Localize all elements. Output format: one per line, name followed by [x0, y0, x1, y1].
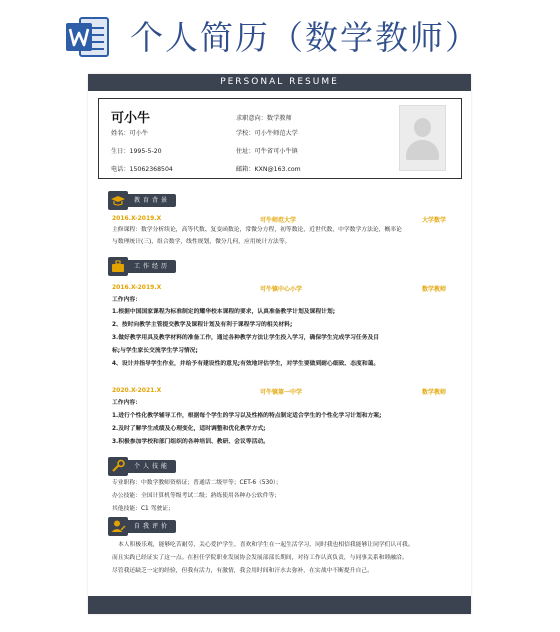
work-2-content-label: 工作内容： — [112, 400, 141, 406]
work-1-item-3b: 标;与学生家长交流学生学习情况; — [112, 348, 198, 354]
user-edit-icon — [108, 517, 128, 536]
education-courses-2: 与数理统计(三)，组合数学，线性规划，微分几何，应用统计方法等。 — [112, 239, 291, 245]
education-period: 2016.X-2019.X — [112, 215, 162, 222]
candidate-name: 可小牛 — [111, 111, 151, 126]
work-2-item-1: 1.进行个性化教学辅导工作，根据每个学生的学习以及性格的特点制定适合学生的个性化学习计划和方案; — [112, 413, 382, 419]
work-1-item-3: 3.做好教学用具及教学材料的准备工作，通过各种教学方法让学生投入学习，确保学生完成学习任务及目 — [112, 335, 380, 341]
avatar-body-icon — [406, 140, 439, 160]
section-self-eval-tag — [108, 520, 176, 533]
work-1-item-1: 1.根据中国国家课程为标准制定的耀华校本课程的要求，认真准备教学计划及课程计划; — [112, 309, 336, 315]
word-doc-icon — [66, 14, 110, 60]
skill-item-2: 办公技能：全国计算机等级考试二级；熟练使用各种办公软件等； — [112, 493, 281, 499]
graduation-cap-icon — [108, 191, 128, 210]
work-2-role: 数学教师 — [421, 389, 446, 396]
title-bar — [0, 0, 560, 72]
wrench-icon — [108, 457, 128, 476]
work-2-org: 可牛镇第一中学 — [260, 389, 303, 396]
education-school: 可牛师范大学 — [260, 217, 297, 224]
section-work-tag — [108, 260, 176, 273]
section-skills-title: 个人技能 — [134, 463, 171, 470]
work-2-item-3: 3.积极参加学校和部门组织的各种培训、教研、会议等活动。 — [112, 439, 269, 445]
section-education-tag — [108, 194, 176, 207]
work-1-role: 数学教师 — [421, 286, 446, 293]
self-eval-line-3: 尽管我还缺乏一定的经验，但我有活力，有激情，我会用时间和汗水去弥补，在实战中不断提升自己。 — [112, 568, 373, 574]
page-title: 个人简历（数学教师） — [130, 18, 480, 57]
work-2-period: 2020.X-2021.X — [112, 387, 162, 394]
work-1-content-label: 工作内容： — [112, 297, 141, 303]
self-eval-line-1: 本人积极乐观，能够吃苦耐劳，关心爱护学生，喜欢和学生在一起生活学习，同时我也相信我能够让同学们认可我。 — [118, 542, 414, 548]
resume-document — [88, 74, 471, 614]
info-name: 姓名：可小牛 — [111, 130, 149, 137]
work-2-item-2: 2.及时了解学生成绩及心理变化，适时调整和优化教学方式; — [112, 426, 266, 432]
work-1-item-2: 2、按时向教学主管提交教学及课程计划及有利于课程学习的相关材料; — [112, 322, 293, 328]
avatar-head-icon — [414, 118, 431, 137]
info-address: 住址：可牛省可小牛镇 — [236, 148, 298, 155]
info-email: 邮箱：KXN@163.com — [236, 166, 301, 173]
section-work-title: 工作经历 — [134, 263, 171, 270]
skill-item-3: 其他技能：C1 驾驶证； — [112, 506, 174, 512]
info-school: 学校：可小牛师范大学 — [236, 130, 298, 137]
education-major: 大学数学 — [421, 217, 446, 224]
work-1-item-4: 4、设计并指导学生作业，并给予有建设性的意见;有效地评估学生，对学生要做到耐心细致、态度和蔼。 — [112, 361, 380, 367]
info-job-intent: 求职意向：数学教师 — [236, 115, 292, 122]
basic-info-box — [98, 98, 462, 179]
work-1-period: 2016.X-2019.X — [112, 284, 162, 291]
section-self-eval-title: 自我评价 — [134, 523, 171, 530]
info-phone: 电话：15062368504 — [111, 166, 173, 173]
education-courses-1: 主修课程：数学分析续论，高等代数、复变函数论，常微分方程，初等数论，近世代数，中学数学方法论，概率论 — [112, 227, 402, 233]
profile-photo-placeholder — [399, 105, 446, 171]
work-1-org: 可牛镇中心小学 — [260, 286, 303, 293]
resume-footer-bar — [88, 596, 471, 614]
self-eval-line-2: 而且实践已经证实了这一点。在担任学院职业发展协会发展部部长期间，对待工作认真负责，与同事关系和睦融洽。 — [112, 555, 408, 561]
section-education-title: 教育背景 — [134, 197, 171, 204]
info-birthday: 生日：1995-5-20 — [111, 148, 162, 155]
skill-item-1: 专业职称：中数学教师资格证；普通话二级甲等；CET-6（530）； — [112, 480, 282, 486]
briefcase-icon — [108, 257, 128, 276]
section-skills-tag — [108, 460, 176, 473]
resume-header-bar: PERSONAL RESUME — [88, 74, 471, 91]
